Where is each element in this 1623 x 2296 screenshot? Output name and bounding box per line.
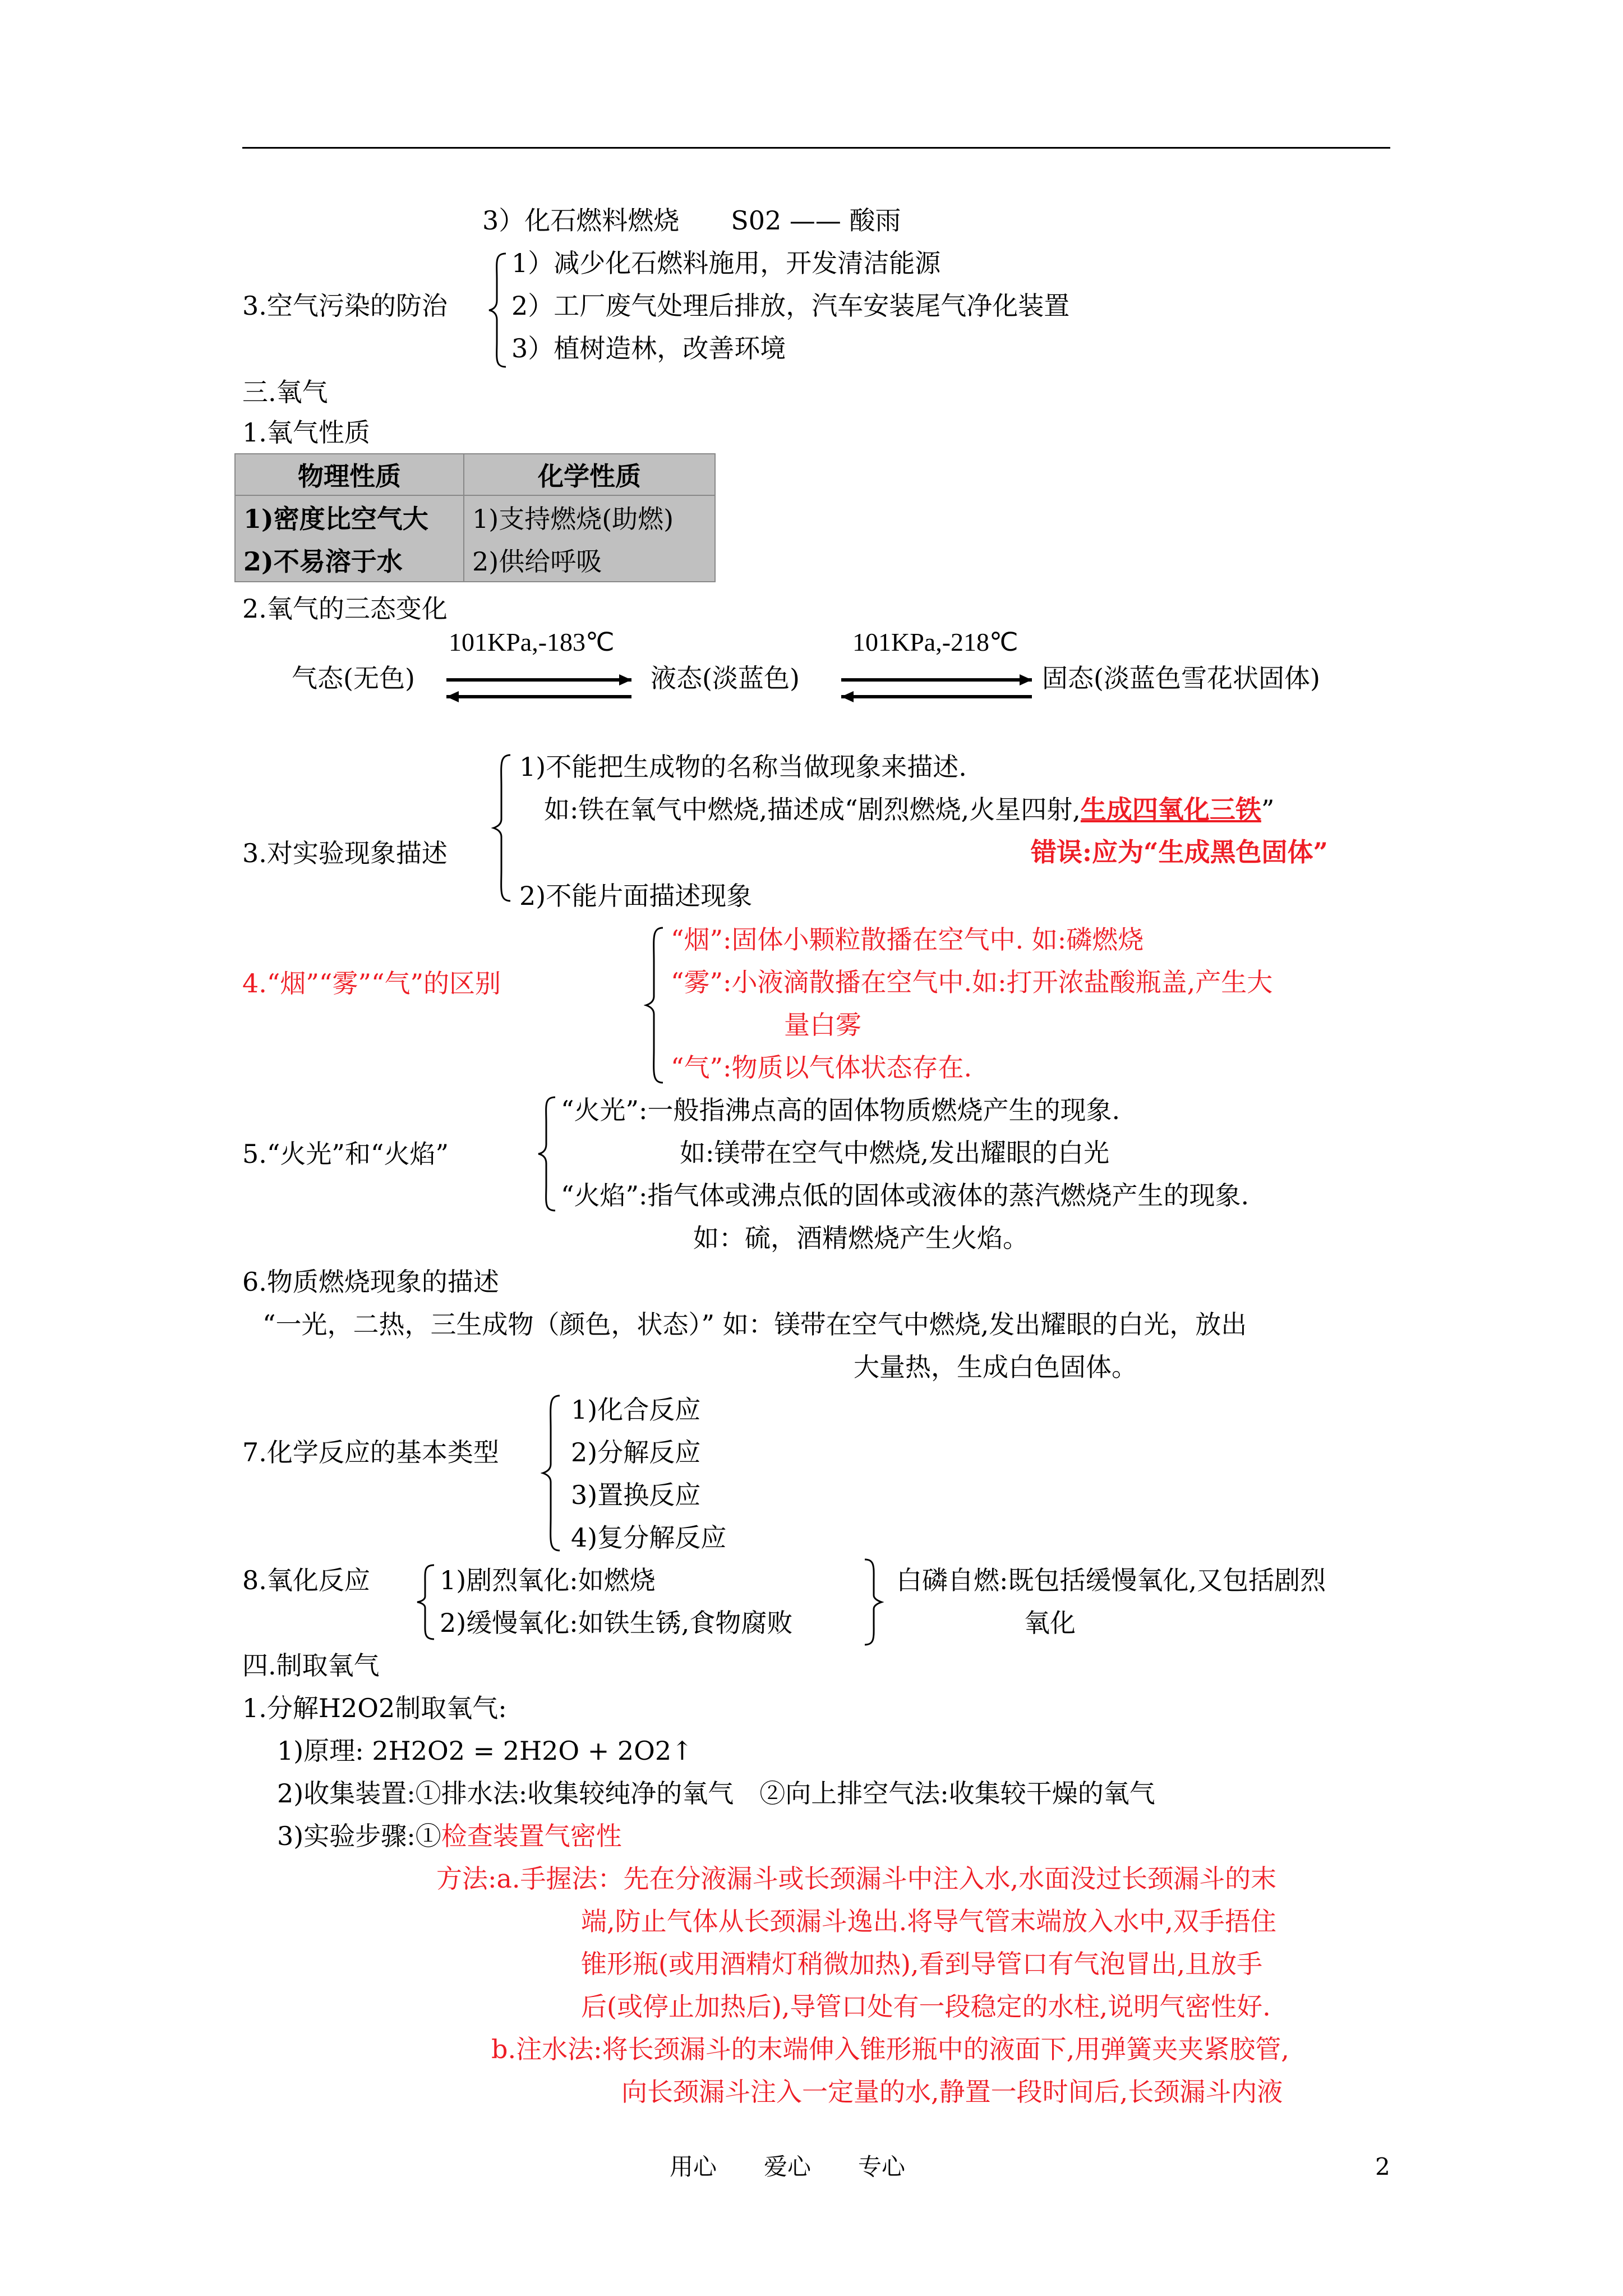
- state-solid: 固态(淡蓝色雪花状固体): [1042, 663, 1320, 693]
- p1-title: 1.分解H2O2制取氧气:: [242, 1693, 507, 1723]
- o5-item-firelight: “火光”:一般指沸点高的固体物质燃烧产生的现象.: [561, 1095, 1121, 1125]
- method-water-cont: 向长颈漏斗注入一定量的水,静置一段时间后,长颈漏斗内液: [621, 2077, 1283, 2107]
- s3-item-2: 2）工厂废气处理后排放，汽车安装尾气净化装置: [511, 291, 1070, 321]
- p1-steps-label: 3)实验步骤:①: [277, 1821, 441, 1851]
- state-liquid: 液态(淡蓝色): [651, 663, 800, 693]
- o3-wrong-text: 生成四氧化三铁: [1080, 794, 1261, 825]
- brace-icon: [541, 1393, 563, 1553]
- brace-icon: [536, 1095, 559, 1213]
- o8-title: 8.氧化反应: [242, 1565, 370, 1595]
- reversible-arrow-icon: [836, 668, 1038, 707]
- o4-item-fog: “雾”:小液滴散播在空气中.如:打开浓盐酸瓶盖,产生大: [671, 967, 1273, 997]
- o3-example-close: ”: [1261, 794, 1275, 825]
- s3-item-1: 1）减少化石燃料施用，开发清洁能源: [511, 248, 941, 278]
- method-hand: 方法:a.手握法：先在分液漏斗或长颈漏斗中注入水,水面没过长颈漏斗的末: [436, 1864, 1277, 1894]
- o8-item-slow: 2)缓慢氧化:如铁生锈,食物腐败: [440, 1608, 793, 1638]
- table-cell: 1)支持燃烧(助燃): [464, 495, 715, 539]
- section-heading-prepare-oxygen: 四.制取氧气: [242, 1650, 380, 1681]
- o5-example-flame: 如：硫，酒精燃烧产生火焰。: [693, 1223, 1029, 1253]
- o4-item-fog-cont: 量白雾: [784, 1010, 861, 1040]
- s3-title: 3.空气污染的防治: [242, 291, 448, 321]
- condition-label: 101KPa,-218℃: [852, 628, 1018, 656]
- o7-item: 1)化合反应: [571, 1395, 701, 1425]
- condition-label: 101KPa,-183℃: [449, 628, 615, 656]
- p1-steps: [277, 1823, 622, 1849]
- method-hand-cont: 锥形瓶(或用酒精灯稍微加热),看到导管口有气泡冒出,且放手: [581, 1949, 1263, 1979]
- o3-item-1: 1)不能把生成物的名称当做现象来描述.: [519, 752, 967, 782]
- page-number: 2: [1375, 2153, 1390, 2180]
- o4-title: 4.“烟”“雾”“气”的区别: [242, 968, 501, 999]
- method-hand-cont: 后(或停止加热后),导管口处有一段稳定的水柱,说明气密性好.: [581, 1991, 1271, 2022]
- o4-item-gas: “气”:物质以气体状态存在.: [671, 1052, 972, 1083]
- o7-item: 2)分解反应: [571, 1437, 701, 1467]
- right-brace-icon: [861, 1557, 884, 1647]
- table-cell: 2)不易溶于水: [235, 539, 464, 582]
- o7-title: 7.化学反应的基本类型: [242, 1437, 499, 1467]
- fossil-fuel-line: 3）化石燃料燃烧 S02 —— 酸雨: [482, 205, 901, 236]
- p1-steps-airtight: 检查装置气密性: [441, 1821, 622, 1851]
- o7-item: 3)置换反应: [571, 1480, 701, 1510]
- state-gas: 气态(无色): [292, 663, 415, 693]
- o5-example-firelight: 如:镁带在空气中燃烧,发出耀眼的白光: [680, 1138, 1110, 1168]
- o6-description-cont: 大量热，生成白色固体。: [854, 1352, 1137, 1382]
- p1-principle: 1)原理: 2H2O2 = 2H2O + 2O2↑: [277, 1736, 693, 1766]
- brace-icon: [491, 753, 514, 903]
- o8-white-phosphorus-cont: 氧化: [1024, 1608, 1076, 1638]
- o6-title: 6.物质燃烧现象的描述: [242, 1267, 499, 1297]
- method-hand-cont: 端,防止气体从长颈漏斗逸出.将导气管末端放入水中,双手捂住: [581, 1906, 1276, 1936]
- p1-collection: 2)收集装置:①排水法:收集较纯净的氧气 ②向上排空气法:收集较干燥的氧气: [277, 1778, 1155, 1809]
- o3-example-text: 如:铁在氧气中燃烧,描述成“剧烈燃烧,火星四射,: [544, 794, 1081, 825]
- reversible-arrow-icon: [441, 668, 637, 707]
- o1-title: 1.氧气性质: [242, 417, 370, 448]
- brace-icon: [487, 251, 509, 369]
- section-heading-oxygen: 三.氧气: [242, 377, 328, 407]
- o5-item-flame: “火焰”:指气体或沸点低的固体或液体的蒸汽燃烧产生的现象.: [561, 1180, 1249, 1211]
- table-header: 化学性质: [464, 454, 715, 495]
- s3-item-3: 3）植树造林，改善环境: [511, 333, 786, 364]
- method-water: b.注水法:将长颈漏斗的末端伸入锥形瓶中的液面下,用弹簧夹夹紧胶管,: [491, 2034, 1289, 2064]
- o3-item-2: 2)不能片面描述现象: [519, 881, 753, 911]
- table-cell: 1)密度比空气大: [235, 495, 464, 539]
- table-cell: 2)供给呼吸: [464, 539, 715, 582]
- o6-description: “一光，二热，三生成物（颜色，状态）” 如：镁带在空气中燃烧,发出耀眼的白光，放出: [262, 1309, 1247, 1340]
- o8-white-phosphorus: 白磷自燃:既包括缓慢氧化,又包括剧烈: [896, 1565, 1326, 1595]
- o3-error-note: 错误:应为“生成黑色固体”: [1031, 837, 1328, 867]
- o2-title: 2.氧气的三态变化: [242, 593, 448, 624]
- brace-icon: [415, 1563, 437, 1641]
- header-rule: [242, 147, 1390, 149]
- o4-item-smoke: “烟”:固体小颗粒散播在空气中. 如:磷燃烧: [671, 924, 1144, 955]
- o7-item: 4)复分解反应: [571, 1522, 727, 1553]
- o8-item-violent: 1)剧烈氧化:如燃烧: [440, 1565, 656, 1595]
- o3-example: [544, 794, 1275, 825]
- footer-slogan: 用心 爱心 专心: [670, 2153, 906, 2180]
- oxygen-properties-table: [234, 453, 716, 582]
- o5-title: 5.“火光”和“火焰”: [242, 1139, 449, 1169]
- table-header: 物理性质: [235, 454, 464, 495]
- brace-icon: [644, 926, 666, 1085]
- o3-title: 3.对实验现象描述: [242, 838, 448, 868]
